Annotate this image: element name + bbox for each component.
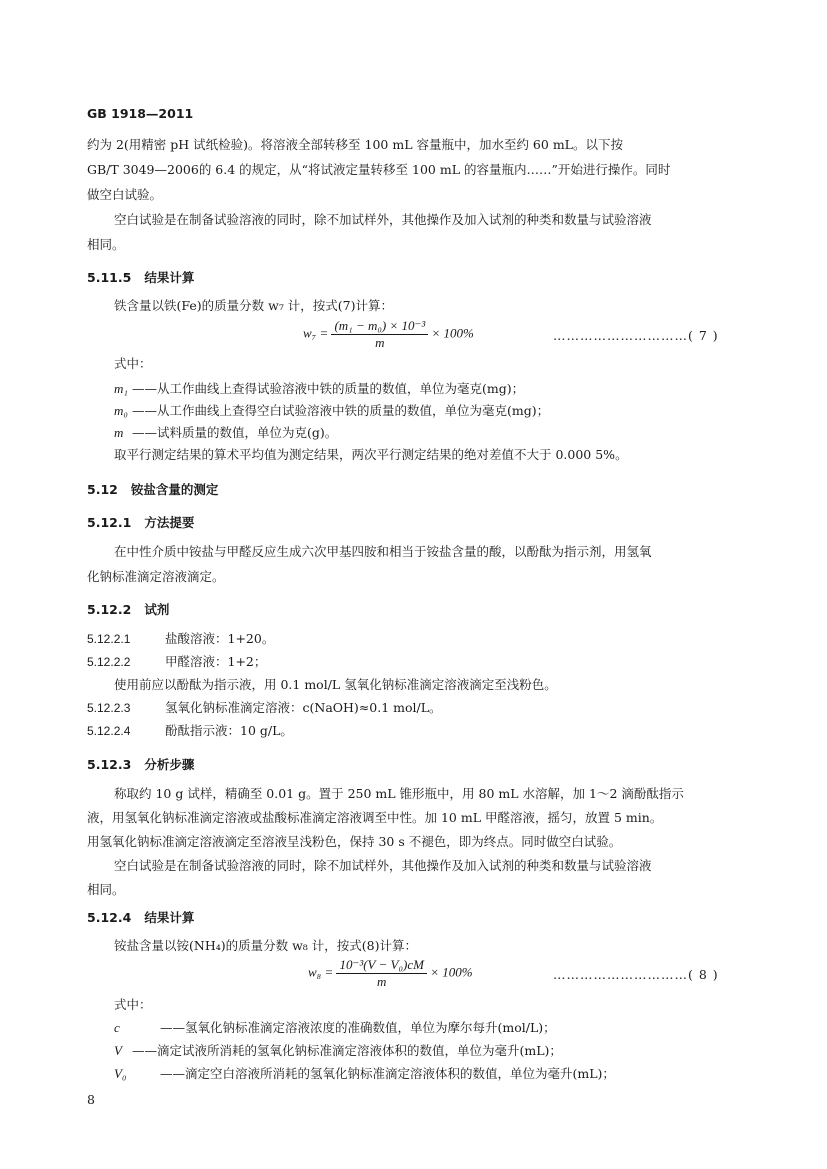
variable-desc: ——氢氧化钠标准滴定溶液浓度的准确数值，单位为摩尔每升(mol/L)； xyxy=(160,1020,556,1035)
page-number: 8 xyxy=(87,1092,95,1107)
reagent-item xyxy=(87,654,266,670)
formula-fraction xyxy=(336,957,426,990)
reagent-text: 酚酞指示液：10 g/L。 xyxy=(165,723,293,738)
reagent-note: 使用前应以酚酞为指示液，用 0.1 mol/L 氢氧化钠标准滴定溶液滴定至浅粉色。 xyxy=(114,677,557,692)
variable-desc: ——从工作曲线上查得试验溶液中铁的质量的数值，单位为毫克(mg)； xyxy=(132,381,525,396)
variable-def xyxy=(114,1043,562,1059)
variable-desc: ——试料质量的数值，单位为克(g)。 xyxy=(132,425,338,440)
paragraph-line: 化钠标准滴定溶液滴定。 xyxy=(87,569,225,584)
section-number: 5.11.5 xyxy=(87,270,132,285)
section-heading-5-12-4 xyxy=(87,908,194,926)
reagent-number: 5.12.2.3 xyxy=(87,701,131,715)
reagent-item xyxy=(87,700,442,716)
section-heading-5-12-2 xyxy=(87,600,169,618)
reagent-number: 5.12.2.2 xyxy=(87,655,131,669)
reagent-text: 氢氧化钠标准滴定溶液：c(NaOH)≈0.1 mol/L。 xyxy=(165,700,442,715)
formula-fraction xyxy=(331,318,428,351)
variable-def xyxy=(114,1020,556,1036)
paragraph-line: 空白试验是在制备试验溶液的同时，除不加试样外，其他操作及加入试剂的种类和数量与试验溶液 xyxy=(114,858,652,873)
section-title: 铵盐含量的测定 xyxy=(130,482,219,497)
section-number: 5.12.4 xyxy=(87,910,132,925)
section-heading-5-11-5 xyxy=(87,268,194,286)
variable-desc: ——从工作曲线上查得空白试验溶液中铁的质量的数值，单位为毫克(mg)； xyxy=(132,403,550,418)
variable-def xyxy=(114,403,549,419)
paragraph-line: GB/T 3049—2006的 6.4 的规定，从“将试液定量转移至 100 mL 的容量瓶内……”开始进行操作。同时 xyxy=(87,162,671,177)
section-number: 5.12.3 xyxy=(87,757,132,772)
paragraph-line: 用氢氧化钠标准滴定溶液滴定至溶液呈浅粉色，保持 30 s 不褪色，即为终点。同时做空白试验。 xyxy=(87,834,622,849)
section-heading-5-12-1 xyxy=(87,513,194,531)
section-number: 5.12.1 xyxy=(87,515,132,530)
variable-symbol: c xyxy=(114,1020,120,1035)
formula-numerator: (m₁ − m₀) × 10⁻³ xyxy=(331,318,428,335)
reagent-number: 5.12.2.4 xyxy=(87,724,131,738)
section-title: 方法提要 xyxy=(144,515,195,530)
variable-symbol: V₀ xyxy=(114,1066,127,1081)
formula-7 xyxy=(303,318,474,351)
formula-numerator: 10⁻³(V − V₀)cM xyxy=(336,957,426,974)
variable-symbol: m₁ xyxy=(114,381,128,396)
section-heading-5-12-3 xyxy=(87,755,194,773)
formula-intro: 铁含量以铁(Fe)的质量分数 w₇ 计，按式(7)计算： xyxy=(114,298,394,313)
reagent-number: 5.12.2.1 xyxy=(87,632,131,646)
formula-intro: 铵盐含量以铵(NH₄)的质量分数 w₈ 计，按式(8)计算： xyxy=(114,938,417,953)
section-title: 结果计算 xyxy=(144,910,195,925)
where-label: 式中： xyxy=(114,997,152,1012)
variable-symbol: m₀ xyxy=(114,403,128,418)
result-statement: 取平行测定结果的算术平均值为测定结果，两次平行测定结果的绝对差值不大于 0.000 5%。 xyxy=(114,447,628,462)
paragraph-line: 在中性介质中铵盐与甲醛反应生成六次甲基四胺和相当于铵盐含量的酸，以酚酞为指示剂，用氢氧 xyxy=(114,544,652,559)
variable-symbol: m xyxy=(114,425,124,440)
formula-tail: × 100% xyxy=(430,964,473,980)
variable-desc: ——滴定空白溶液所消耗的氢氧化钠标准滴定溶液体积的数值，单位为毫升(mL)； xyxy=(160,1066,615,1081)
formula-denominator: m xyxy=(375,335,385,350)
paragraph-line: 相同。 xyxy=(87,882,125,897)
variable-def xyxy=(114,1066,615,1082)
formula-denominator: m xyxy=(377,974,387,989)
section-heading-5-12 xyxy=(87,480,218,498)
variable-def xyxy=(114,425,337,441)
reagent-text: 盐酸溶液：1+20。 xyxy=(165,631,275,646)
formula-8 xyxy=(308,957,473,990)
standard-number: GB 1918—2011 xyxy=(87,106,194,121)
paragraph-line: 做空白试验。 xyxy=(87,187,163,202)
section-title: 试剂 xyxy=(144,602,170,617)
variable-symbol: V xyxy=(114,1043,122,1058)
where-label: 式中： xyxy=(114,356,152,371)
paragraph-line: 相同。 xyxy=(87,237,125,252)
paragraph-line: 液，用氢氧化钠标准滴定溶液或盐酸标准滴定溶液调至中性。加 10 mL 甲醛溶液，摇匀，放置 5 min。 xyxy=(87,810,663,825)
reagent-item xyxy=(87,723,293,739)
paragraph-line: 空白试验是在制备试验溶液的同时，除不加试样外，其他操作及加入试剂的种类和数量与试验溶液 xyxy=(114,212,652,227)
section-number: 5.12 xyxy=(87,482,118,497)
section-number: 5.12.2 xyxy=(87,602,132,617)
formula-reference: …………………………( 7 ) xyxy=(553,328,719,343)
section-title: 结果计算 xyxy=(144,270,195,285)
paragraph-line: 称取约 10 g 试样，精确至 0.01 g。置于 250 mL 锥形瓶中，用 80 mL 水溶解，加 1～2 滴酚酞指示 xyxy=(114,786,684,801)
formula-lhs: w₈ = xyxy=(308,964,334,980)
section-title: 分析步骤 xyxy=(144,757,195,772)
formula-tail: × 100% xyxy=(431,325,474,341)
reagent-text: 甲醛溶液：1+2； xyxy=(165,654,267,669)
paragraph-line: 约为 2(用精密 pH 试纸检验)。将溶液全部转移至 100 mL 容量瓶中，加水至约 60 mL。以下按 xyxy=(87,137,623,152)
reagent-item xyxy=(87,631,274,647)
formula-reference: …………………………( 8 ) xyxy=(553,967,719,982)
variable-desc: ——滴定试液所消耗的氢氧化钠标准滴定溶液体积的数值，单位为毫升(mL)； xyxy=(132,1043,562,1058)
variable-def xyxy=(114,381,524,397)
formula-lhs: w₇ = xyxy=(303,325,329,341)
